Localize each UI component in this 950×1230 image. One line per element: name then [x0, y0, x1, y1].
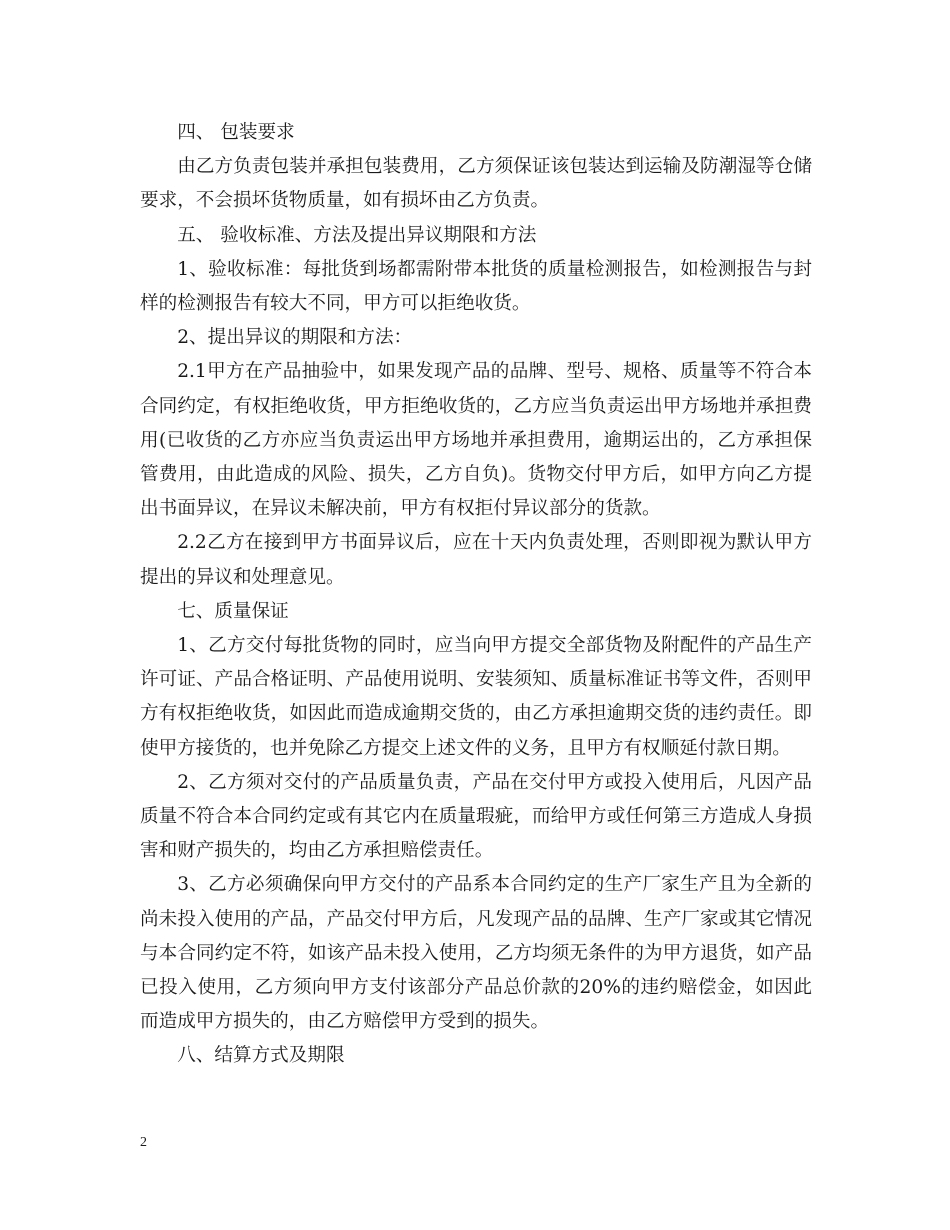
- paragraph-quality-3: 3、乙方必须确保向甲方交付的产品系本合同约定的生产厂家生产且为全新的尚未投入使用的产品，产品交付甲方后，凡发现产品的品牌、生产厂家或其它情况与本合同约定不符，如该产品未投入使用，乙方均须无条件的为甲方退货，如产品已投入使用，乙方须向甲方支付该部分产品总价款的20%的违约赔偿金，如因此而造成甲方损失的，由乙方赔偿甲方受到的损失。: [140, 874, 812, 1033]
- paragraph-objection-method: 2、提出异议的期限和方法：: [177, 327, 413, 349]
- section-heading-acceptance: 五、 验收标准、方法及提出异议期限和方法: [177, 224, 537, 246]
- paragraph-quality-1: 1、乙方交付每批货物的同时，应当向甲方提交全部货物及附配件的产品生产许可证、产品合格证明、产品使用说明、安装须知、质量标准证书等文件，否则甲方有权拒绝收货，如因此而造成逾期交货的，由乙方承担逾期交货的违约责任。即使甲方接货的，也并免除乙方提交上述文件的义务，且甲方有权顺延付款日期。: [140, 635, 812, 759]
- paragraph-acceptance-standard: 1、验收标准：每批货到场都需附带本批货的质量检测报告，如检测报告与封样的检测报告有较大不同，甲方可以拒绝收货。: [140, 258, 812, 315]
- section-heading-settlement: 八、结算方式及期限: [177, 1045, 345, 1067]
- section-heading-quality: 七、质量保证: [177, 600, 289, 622]
- paragraph-quality-2: 2、乙方须对交付的产品质量负责，产品在交付甲方或投入使用后，凡因产品质量不符合本合同约定或有其它内在质量瑕疵，而给甲方或任何第三方造成人身损害和财产损失的，均由乙方承担赔偿责任。: [140, 771, 812, 862]
- paragraph-objection-2-2: 2.2乙方在接到甲方书面异议后，应在十天内负责处理，否则即视为默认甲方提出的异议和处理意见。: [140, 532, 812, 588]
- paragraph-packaging: 由乙方负责包装并承担包装费用，乙方须保证该包装达到运输及防潮湿等仓储要求，不会损坏货物质量，如有损坏由乙方负责。: [140, 156, 812, 212]
- page-body: [140, 116, 812, 1074]
- page-number: 2: [140, 1135, 147, 1150]
- section-heading-packaging: 四、 包装要求: [177, 122, 295, 143]
- paragraph-objection-2-1: 2.1甲方在产品抽验中，如果发现产品的品牌、型号、规格、质量等不符合本合同约定，有权拒绝收货，甲方拒绝收货的，乙方应当负责运出甲方场地并承担费用(已收货的乙方亦应当负责运出甲方场地并承担费用，逾期运出的，乙方承担保管费用，由此造成的风险、损失，乙方自负)。货物交付甲方后，如甲方向乙方提出书面异议，在异议未解决前，甲方有权拒付异议部分的货款。: [140, 361, 812, 520]
